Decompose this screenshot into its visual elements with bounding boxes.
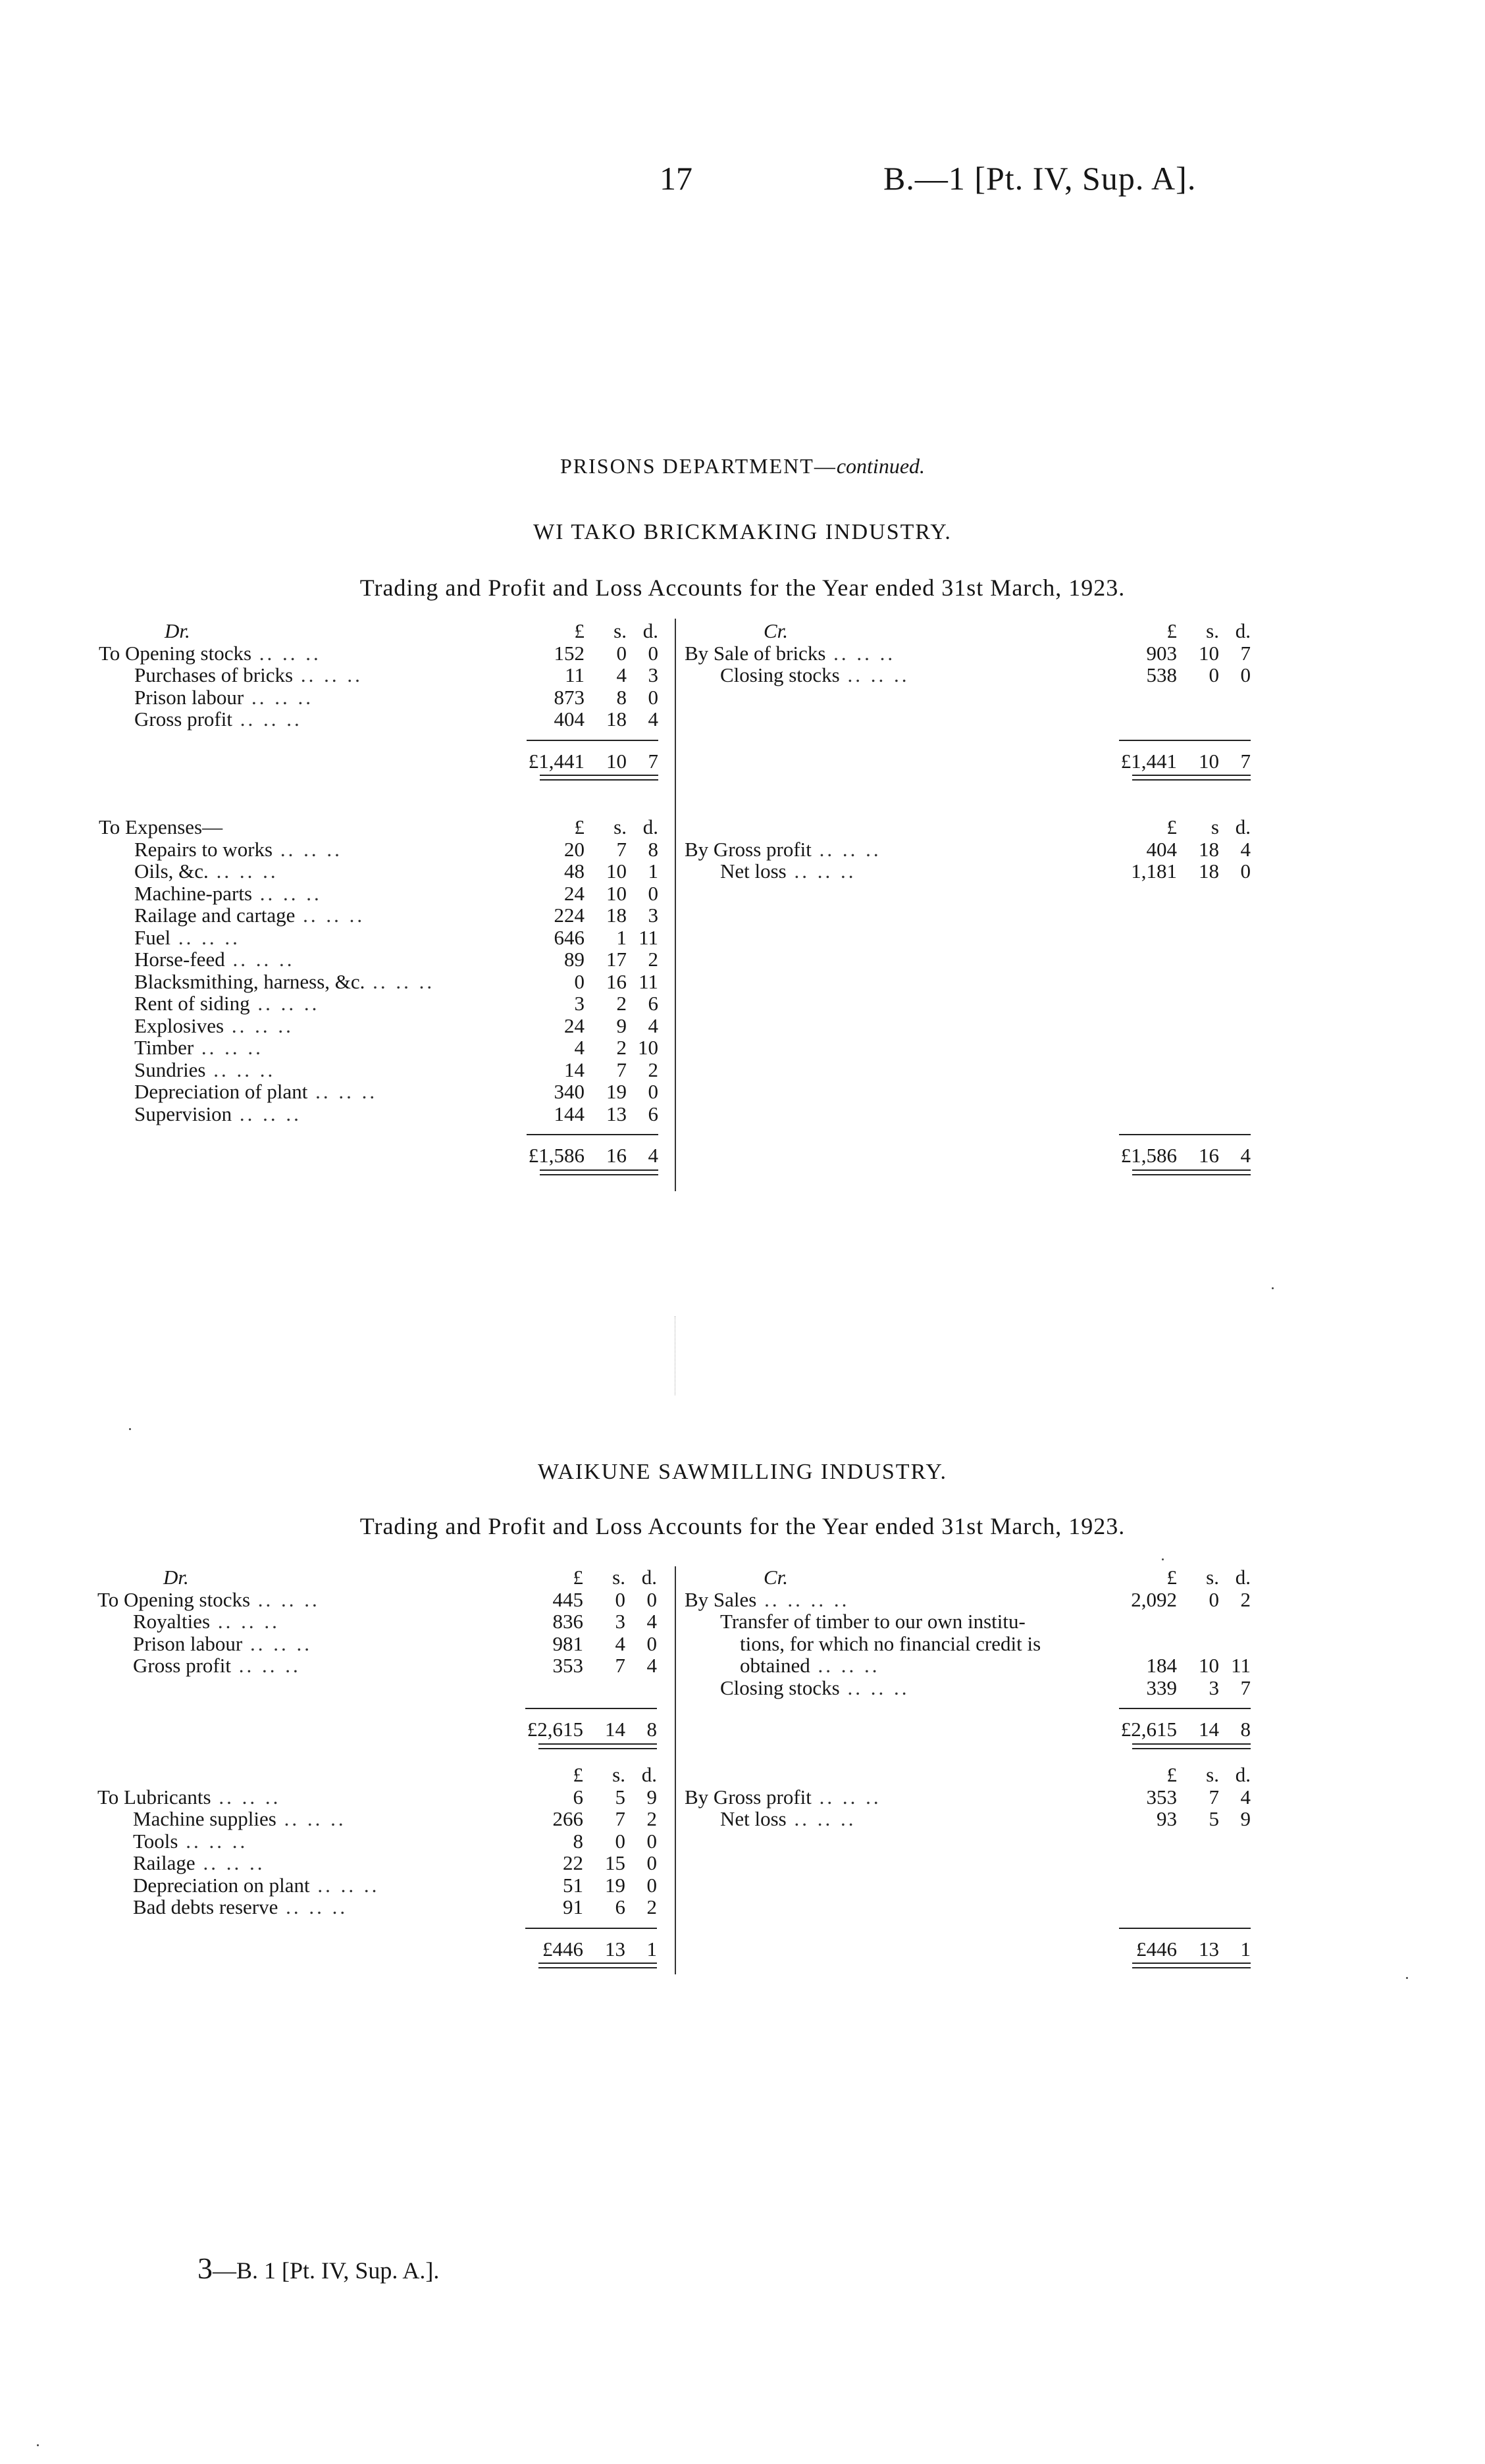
scan-speck	[1406, 1977, 1408, 1979]
dr-heading: Dr.	[165, 619, 190, 642]
total-pence: 4	[648, 1144, 658, 1167]
amount-pounds: 93	[1157, 1807, 1177, 1830]
amount-shillings: 18	[606, 707, 627, 731]
scan-speck	[1162, 1558, 1164, 1560]
ledger-row: By Sales .. .. .. .. 2,092 0 2	[685, 1587, 1251, 1611]
pence-heading: d.	[1235, 1763, 1251, 1786]
ledger-row: Depreciation of plant .. .. .. 340 19 0	[134, 1080, 658, 1103]
closing-pounds: 339	[1146, 1676, 1177, 1699]
department-title: PRISONS DEPARTMENT—	[560, 454, 837, 478]
waikune-trading-debit	[97, 1566, 657, 1750]
ledger-label: Royalties	[133, 1610, 211, 1633]
ledger-label: Gross profit	[133, 1654, 231, 1677]
total-double-rule	[1132, 775, 1251, 781]
amount-shillings: 18	[1199, 860, 1219, 883]
ledger-row: Gross profit .. .. .. 404 18 4	[134, 707, 658, 731]
shillings-heading: s.	[1206, 1566, 1219, 1589]
ledger-label: Prison labour	[134, 685, 244, 709]
amount-pence: 0	[646, 1829, 657, 1853]
total-pence: 7	[648, 749, 658, 773]
amount-shillings: 7	[616, 1058, 627, 1081]
total-pence: 4	[1240, 1144, 1251, 1167]
ledger-label: Explosives	[134, 1014, 224, 1037]
footer-signature	[197, 2251, 439, 2286]
sum-rule	[525, 1928, 657, 1929]
waikune-title: WAIKUNE SAWMILLING INDUSTRY.	[537, 1460, 948, 1484]
amount-pounds: 152	[554, 641, 585, 665]
amount-pounds: 3	[574, 992, 585, 1015]
amount-pence: 6	[648, 992, 658, 1015]
amount-pounds: 14	[564, 1058, 585, 1081]
footer-reference: —B. 1 [Pt. IV, Sup. A.].	[213, 2257, 440, 2284]
waikune-pl-debit	[97, 1764, 657, 1969]
amount-pence: 2	[648, 1058, 658, 1081]
ledger-row: Oils, &c. .. .. .. 48 10 1	[134, 860, 658, 883]
column-divider	[675, 619, 676, 1191]
shillings-heading: s.	[613, 815, 627, 838]
amount-pounds: 903	[1146, 641, 1177, 665]
amount-shillings: 10	[606, 881, 627, 905]
amount-shillings: 7	[615, 1654, 625, 1677]
ledger-row: Purchases of bricks .. .. .. 11 4 3	[134, 663, 658, 686]
ledger-row: Timber .. .. .. 4 2 10	[134, 1036, 658, 1059]
ledger-row: By Sale of bricks .. .. .. 903 10 7	[685, 641, 1251, 665]
total-double-rule	[538, 1743, 657, 1749]
amount-pounds: 538	[1146, 663, 1177, 686]
total-row	[685, 1144, 1251, 1167]
total-pounds: £1,586	[1120, 1144, 1177, 1167]
ledger-label: By Sale of bricks	[685, 641, 826, 665]
sum-rule	[1119, 1134, 1251, 1135]
amount-shillings: 9	[616, 1014, 627, 1037]
ledger-row: To Opening stocks .. .. .. 445 0 0	[97, 1587, 657, 1611]
ledger-row: By Gross profit .. .. .. 353 7 4	[685, 1785, 1251, 1809]
ledger-row: Closing stocks .. .. .. 538 0 0	[720, 663, 1251, 686]
wi-tako-subtitle: Trading and Profit and Loss Accounts for the Year ended 31st March, 1923.	[359, 575, 1126, 601]
pounds-heading: £	[574, 815, 585, 838]
amount-shillings: 7	[1209, 1785, 1219, 1809]
ledger-label: To Opening stocks	[97, 1587, 251, 1611]
total-shillings: 16	[1199, 1144, 1219, 1167]
total-pounds: £446	[542, 1937, 583, 1961]
amount-shillings: 17	[606, 948, 627, 971]
amount-pounds: 981	[552, 1631, 583, 1655]
ledger-label: By Gross profit	[685, 1785, 812, 1809]
transfer-line	[685, 1610, 1251, 1633]
pence-heading: d.	[642, 619, 658, 642]
pence-heading: d.	[641, 1763, 657, 1786]
sales-pence: 2	[1240, 1587, 1251, 1611]
amount-pounds: 51	[563, 1873, 583, 1897]
shillings-heading: s.	[1206, 619, 1219, 642]
amount-pence: 0	[648, 881, 658, 905]
amount-pounds: 404	[554, 707, 585, 731]
ledger-label: Depreciation of plant	[134, 1080, 308, 1103]
total-shillings: 14	[1199, 1718, 1219, 1741]
ledger-label: Oils, &c.	[134, 860, 209, 883]
amount-pounds: 1,181	[1131, 860, 1177, 883]
scan-speck	[129, 1428, 131, 1430]
amount-shillings: 1	[616, 925, 627, 949]
amount-pounds: 404	[1146, 837, 1177, 861]
transfer-line	[685, 1633, 1251, 1655]
amount-pence: 10	[638, 1036, 658, 1059]
amount-pence: 0	[1240, 663, 1251, 686]
amount-shillings: 18	[1199, 837, 1219, 861]
ledger-row: Net loss .. .. .. 1,181 18 0	[720, 860, 1251, 883]
amount-pence: 6	[648, 1102, 658, 1125]
pounds-heading: £	[1166, 815, 1177, 838]
currency-header-row	[685, 1764, 1251, 1786]
amount-pounds: 353	[552, 1654, 583, 1677]
ledger-label: To Opening stocks	[99, 641, 252, 665]
ledger-label: Purchases of bricks	[134, 663, 294, 686]
sum-rule	[1119, 740, 1251, 741]
amount-shillings: 15	[605, 1851, 625, 1874]
total-row	[99, 1144, 658, 1167]
currency-header-row	[97, 1764, 657, 1786]
transfer-pence: 11	[1231, 1654, 1251, 1677]
amount-pence: 0	[646, 1587, 657, 1611]
cr-heading: Cr.	[764, 619, 789, 642]
ledger-label: Timber	[134, 1036, 194, 1059]
amount-pence: 4	[648, 1014, 658, 1037]
amount-pence: 4	[646, 1654, 657, 1677]
ledger-label: Sundries	[134, 1058, 206, 1081]
amount-pounds: 24	[564, 881, 585, 905]
amount-pounds: 646	[554, 925, 585, 949]
ledger-row: Repairs to works .. .. .. 20 7 8	[134, 837, 658, 861]
ledger-label: Gross profit	[134, 707, 232, 731]
amount-pence: 2	[648, 948, 658, 971]
ledger-row: Machine supplies .. .. .. 266 7 2	[133, 1807, 657, 1830]
amount-pounds: 4	[574, 1036, 585, 1059]
pence-heading: d.	[642, 815, 658, 838]
ledger-row: Royalties .. .. .. 836 3 4	[133, 1610, 657, 1633]
scan-speck	[1272, 1287, 1274, 1289]
ledger-label: Repairs to works	[134, 837, 273, 861]
total-double-rule	[1132, 1743, 1251, 1749]
ledger-label: Tools	[133, 1829, 178, 1853]
ledger-row: obtained .. .. .. 184 10 11	[740, 1654, 1251, 1677]
total-shillings: 13	[1199, 1937, 1219, 1961]
pence-heading: d.	[1235, 1566, 1251, 1589]
amount-pounds: 224	[554, 904, 585, 927]
amount-shillings: 3	[615, 1610, 625, 1633]
ledger-row: Supervision .. .. .. 144 13 6	[134, 1102, 658, 1125]
waikune-trading-credit	[685, 1566, 1251, 1750]
ledger-label: Machine-parts	[134, 881, 253, 905]
total-shillings: 13	[605, 1937, 625, 1961]
amount-pence: 7	[1240, 641, 1251, 665]
ledger-row: Gross profit .. .. .. 353 7 4	[133, 1654, 657, 1677]
amount-pounds: 340	[554, 1080, 585, 1103]
amount-pence: 0	[646, 1851, 657, 1874]
column-divider	[675, 1566, 676, 1974]
ledger-row: Horse-feed .. .. .. 89 17 2	[134, 948, 658, 971]
amount-shillings: 2	[616, 992, 627, 1015]
wi-tako-trading-credit	[685, 620, 1251, 781]
amount-shillings: 7	[616, 837, 627, 861]
total-row	[97, 1938, 657, 1961]
amount-shillings: 18	[606, 904, 627, 927]
total-row	[685, 1938, 1251, 1961]
amount-shillings: 4	[616, 663, 627, 686]
amount-pounds: 445	[552, 1587, 583, 1611]
amount-pence: 3	[648, 904, 658, 927]
ledger-row: By Gross profit .. .. .. 404 18 4	[685, 837, 1251, 861]
ledger-label: To Lubricants	[97, 1785, 211, 1809]
total-pence: 8	[646, 1718, 657, 1741]
pounds-heading: £	[574, 619, 585, 642]
total-double-rule	[540, 1169, 658, 1175]
total-shillings: 16	[606, 1144, 627, 1167]
expenses-header-row	[99, 816, 658, 838]
total-shillings: 10	[606, 749, 627, 773]
ledger-row: Blacksmithing, harness, &c. .. .. .. 0 16 11	[134, 969, 658, 993]
sales-label: By Sales	[685, 1587, 757, 1611]
amount-pence: 0	[646, 1631, 657, 1655]
amount-pounds: 22	[563, 1851, 583, 1874]
pence-heading: d.	[1235, 815, 1251, 838]
waikune-subtitle: Trading and Profit and Loss Accounts for the Year ended 31st March, 1923.	[359, 1513, 1126, 1539]
amount-shillings: 0	[1209, 663, 1219, 686]
total-row	[97, 1718, 657, 1741]
closing-shillings: 3	[1209, 1676, 1219, 1699]
amount-pounds: 836	[552, 1610, 583, 1633]
total-double-rule	[538, 1963, 657, 1968]
transfer-text-1: Transfer of timber to our own institu-	[720, 1610, 1026, 1633]
amount-pounds: 873	[554, 685, 585, 709]
amount-shillings: 5	[615, 1785, 625, 1809]
amount-pounds: 353	[1146, 1785, 1177, 1809]
ledger-label: Bad debts reserve	[133, 1895, 278, 1918]
currency-header-row	[97, 1566, 657, 1589]
shillings-heading: s.	[612, 1763, 625, 1786]
sum-rule	[527, 740, 658, 741]
pounds-heading: £	[1166, 619, 1177, 642]
waikune-pl-credit	[685, 1764, 1251, 1969]
total-pence: 1	[646, 1937, 657, 1961]
amount-pounds: 144	[554, 1102, 585, 1125]
department-heading	[0, 454, 1485, 478]
sum-rule	[1119, 1928, 1251, 1929]
amount-shillings: 5	[1209, 1807, 1219, 1830]
page-number: 17	[660, 160, 692, 197]
dr-heading: Dr.	[163, 1566, 189, 1589]
transfer-pounds: 184	[1146, 1654, 1177, 1677]
sum-rule	[525, 1708, 657, 1709]
amount-shillings: 0	[615, 1587, 625, 1611]
ledger-row: Prison labour .. .. .. 981 4 0	[133, 1631, 657, 1655]
ledger-label: Rent of siding	[134, 992, 250, 1015]
total-double-rule	[1132, 1169, 1251, 1175]
amount-pence: 2	[646, 1895, 657, 1918]
transfer-text-2: tions, for which no financial credit is	[740, 1631, 1041, 1655]
amount-pence: 8	[648, 837, 658, 861]
transfer-shillings: 10	[1199, 1654, 1219, 1677]
sales-pounds: 2,092	[1131, 1587, 1177, 1611]
ledger-row: Railage .. .. .. 22 15 0	[133, 1851, 657, 1874]
amount-pence: 0	[1240, 860, 1251, 883]
total-pounds: £2,615	[1120, 1718, 1177, 1741]
amount-pence: 0	[646, 1873, 657, 1897]
pounds-heading: £	[573, 1566, 583, 1589]
sum-rule	[1119, 1708, 1251, 1709]
amount-shillings: 2	[616, 1036, 627, 1059]
ledger-label: Net loss	[720, 860, 787, 883]
shillings-heading: s.	[612, 1566, 625, 1589]
amount-pounds: 6	[573, 1785, 583, 1809]
amount-pence: 0	[648, 641, 658, 665]
total-pounds: £1,586	[528, 1144, 585, 1167]
sales-shillings: 0	[1209, 1587, 1219, 1611]
shillings-heading: s.	[613, 619, 627, 642]
total-double-rule	[540, 775, 658, 781]
currency-header-row	[685, 620, 1251, 642]
ledger-label: Railage	[133, 1851, 195, 1874]
ledger-label: By Gross profit	[685, 837, 812, 861]
amount-pounds: 8	[573, 1829, 583, 1853]
amount-pounds: 48	[564, 860, 585, 883]
ledger-row: Railage and cartage .. .. .. 224 18 3	[134, 904, 658, 927]
ledger-row: Machine-parts .. .. .. 24 10 0	[134, 881, 658, 905]
closing-label: Closing stocks	[720, 1676, 840, 1699]
wi-tako-trading-debit	[99, 620, 658, 781]
amount-pounds: 24	[564, 1014, 585, 1037]
shillings-heading: s	[1211, 815, 1219, 838]
ledger-row: Depreciation on plant .. .. .. 51 19 0	[133, 1873, 657, 1897]
ledger-label: Net loss	[720, 1807, 787, 1830]
pounds-heading: £	[1166, 1763, 1177, 1786]
total-pounds: £1,441	[528, 749, 585, 773]
total-pence: 1	[1240, 1937, 1251, 1961]
ledger-label: Horse-feed	[134, 948, 225, 971]
amount-shillings: 6	[615, 1895, 625, 1918]
ledger-label: Railage and cartage	[134, 904, 296, 927]
currency-header-row	[685, 1566, 1251, 1589]
amount-pence: 4	[1240, 837, 1251, 861]
pounds-heading: £	[573, 1763, 583, 1786]
ledger-row: Net loss .. .. .. 93 5 9	[720, 1807, 1251, 1830]
transfer-text-3: obtained	[740, 1654, 810, 1677]
amount-pence: 1	[648, 860, 658, 883]
amount-pounds: 266	[552, 1807, 583, 1830]
ledger-label: Prison labour	[133, 1631, 243, 1655]
sum-rule	[527, 1134, 658, 1135]
ledger-label: Depreciation on plant	[133, 1873, 310, 1897]
ledger-row: To Opening stocks .. .. .. 152 0 0	[99, 641, 658, 665]
wi-tako-pl-credit	[685, 816, 1251, 1176]
currency-header-row	[685, 816, 1251, 838]
ledger-label: Supervision	[134, 1102, 232, 1125]
ledger-row: Closing stocks .. .. .. 339 3 7	[720, 1676, 1251, 1699]
amount-shillings: 0	[615, 1829, 625, 1853]
total-pounds: £446	[1136, 1937, 1177, 1961]
amount-pounds: 20	[564, 837, 585, 861]
total-pounds: £2,615	[527, 1718, 583, 1741]
ledger-row: To Lubricants .. .. .. 6 5 9	[97, 1785, 657, 1809]
department-continued: continued.	[836, 454, 925, 478]
ledger-row: Sundries .. .. .. 14 7 2	[134, 1058, 658, 1081]
total-pence: 7	[1240, 749, 1251, 773]
amount-pence: 4	[646, 1610, 657, 1633]
amount-shillings: 19	[606, 1080, 627, 1103]
amount-pence: 9	[646, 1785, 657, 1809]
ledger-row: Tools .. .. .. 8 0 0	[133, 1829, 657, 1853]
cr-heading: Cr.	[764, 1566, 789, 1589]
total-pounds: £1,441	[1120, 749, 1177, 773]
amount-pence: 3	[648, 663, 658, 686]
signature-mark: 3	[197, 2251, 213, 2285]
amount-shillings: 7	[615, 1807, 625, 1830]
total-shillings: 14	[605, 1718, 625, 1741]
amount-shillings: 16	[606, 969, 627, 993]
ledger-label: Blacksmithing, harness, &c.	[134, 969, 365, 993]
amount-shillings: 8	[616, 685, 627, 709]
ledger-row: Rent of siding .. .. .. 3 2 6	[134, 992, 658, 1015]
ledger-label: Machine supplies	[133, 1807, 276, 1830]
total-shillings: 10	[1199, 749, 1219, 773]
ledger-label: Fuel	[134, 925, 171, 949]
total-double-rule	[1132, 1963, 1251, 1968]
scan-speck	[37, 2444, 39, 2446]
amount-pence: 0	[648, 685, 658, 709]
currency-header-row	[99, 620, 658, 642]
pounds-heading: £	[1166, 1566, 1177, 1589]
closing-pence: 7	[1240, 1676, 1251, 1699]
amount-shillings: 10	[606, 860, 627, 883]
amount-pence: 0	[648, 1080, 658, 1103]
amount-pence: 11	[638, 925, 658, 949]
ledger-row: Prison labour .. .. .. 873 8 0	[134, 685, 658, 709]
amount-shillings: 13	[606, 1102, 627, 1125]
pence-heading: d.	[1235, 619, 1251, 642]
amount-pence: 11	[638, 969, 658, 993]
amount-pence: 4	[648, 707, 658, 731]
total-pence: 8	[1240, 1718, 1251, 1741]
amount-pounds: 0	[574, 969, 585, 993]
document-reference: B.—1 [Pt. IV, Sup. A].	[883, 160, 1197, 197]
total-row	[685, 750, 1251, 773]
total-row	[99, 750, 658, 773]
total-row	[685, 1718, 1251, 1741]
amount-pence: 2	[646, 1807, 657, 1830]
expenses-heading: To Expenses—	[99, 815, 223, 838]
amount-pounds: 89	[564, 948, 585, 971]
wi-tako-pl-debit	[99, 816, 658, 1176]
amount-shillings: 19	[605, 1873, 625, 1897]
amount-pence: 9	[1240, 1807, 1251, 1830]
ledger-row: Explosives .. .. .. 24 9 4	[134, 1014, 658, 1037]
amount-shillings: 4	[615, 1631, 625, 1655]
amount-pence: 4	[1240, 1785, 1251, 1809]
wi-tako-title: WI TAKO BRICKMAKING INDUSTRY.	[533, 520, 952, 544]
shillings-heading: s.	[1206, 1763, 1219, 1786]
ledger-row: Fuel .. .. .. 646 1 11	[134, 925, 658, 949]
amount-pounds: 91	[563, 1895, 583, 1918]
ledger-label: Closing stocks	[720, 663, 840, 686]
pence-heading: d.	[641, 1566, 657, 1589]
ledger-row: Bad debts reserve .. .. .. 91 6 2	[133, 1895, 657, 1918]
amount-pounds: 11	[565, 663, 585, 686]
amount-shillings: 0	[616, 641, 627, 665]
amount-shillings: 10	[1199, 641, 1219, 665]
